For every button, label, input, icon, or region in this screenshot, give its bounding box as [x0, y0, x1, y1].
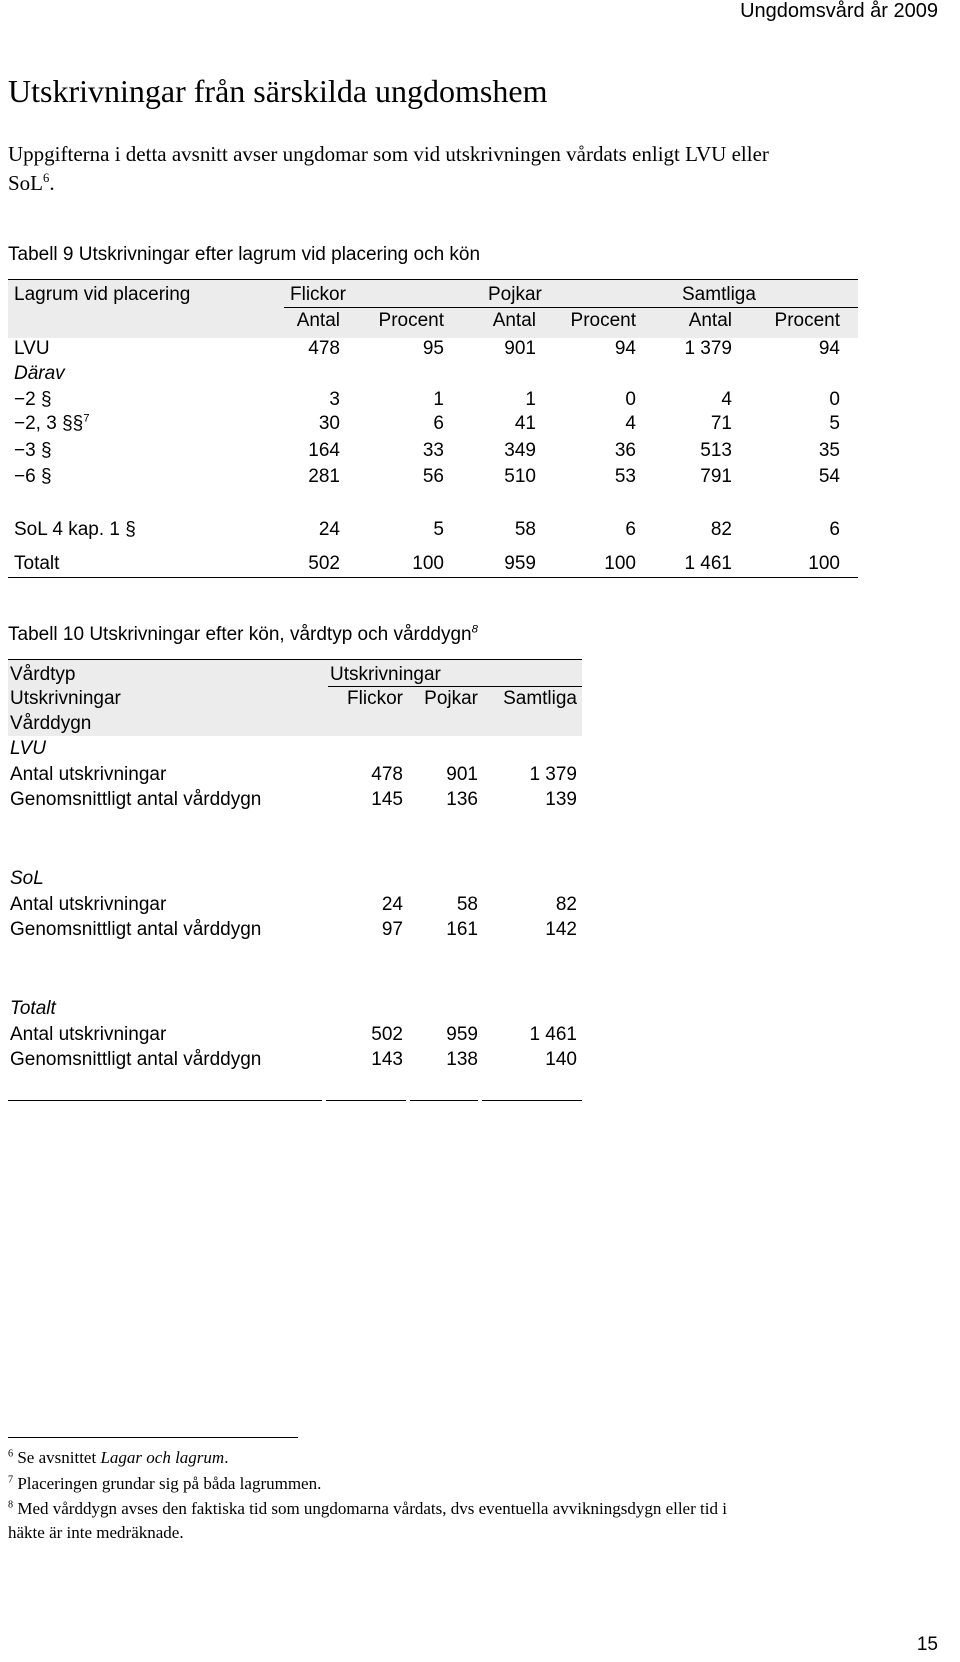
- section-title: Utskrivningar från särskilda ungdomshem: [8, 73, 548, 109]
- table10-cell: 143: [371, 1049, 403, 1070]
- table10-cell: 959: [446, 1024, 478, 1045]
- table9-group-samtliga: Samtliga: [682, 284, 756, 305]
- table9-row-label: LVU: [14, 338, 50, 359]
- table9-row-label: Totalt: [14, 553, 60, 574]
- table9-cell: 164: [308, 440, 340, 461]
- table10-head-flickor: Flickor: [347, 688, 403, 709]
- table9-subhead: Procent: [774, 310, 840, 331]
- table9-bottom-rule: [8, 577, 858, 578]
- table9-subhead: Antal: [492, 310, 536, 331]
- table10-cell: 161: [446, 919, 478, 940]
- table9-head-label: Lagrum vid placering: [14, 284, 191, 305]
- table9-cell: 53: [614, 466, 636, 487]
- table10-cell: 136: [446, 789, 478, 810]
- table10-row-label: Genomsnittligt antal vårddygn: [10, 789, 262, 810]
- table9-group-rule: [284, 307, 858, 308]
- table10-head-varddygn: Vårddygn: [10, 713, 92, 734]
- table9-cell: 6: [829, 519, 840, 540]
- table10-caption: Tabell 10 Utskrivningar efter kön, vårdtyp och vårddygn$^8$: [8, 623, 478, 645]
- table10-cell: 58: [456, 894, 478, 915]
- table10-cell: 142: [545, 919, 577, 940]
- table9-cell: 100: [412, 553, 444, 574]
- table9-cell: 4: [721, 389, 732, 410]
- table9-row-label: −6 §: [14, 466, 52, 487]
- footnote-8-continued: häkte är inte medräknade.: [8, 1523, 184, 1542]
- table10-top-rule: [8, 659, 582, 660]
- table9-cell: 30: [318, 413, 340, 434]
- table9-cell: 36: [614, 440, 636, 461]
- table9-top-rule: [8, 279, 858, 280]
- table9-cell: 4: [625, 413, 636, 434]
- table9-cell: 82: [710, 519, 732, 540]
- table10-block-title: Totalt: [10, 998, 56, 1019]
- table9-cell: 71: [710, 413, 732, 434]
- table10-head-samtliga: Samtliga: [503, 688, 577, 709]
- table9-cell: 94: [818, 338, 840, 359]
- table9-row-label: −2 §: [14, 389, 52, 410]
- table9-cell: 5: [433, 519, 444, 540]
- table9-cell: 0: [625, 389, 636, 410]
- table9-cell: 1 461: [684, 553, 732, 574]
- table9-cell: 6: [433, 413, 444, 434]
- intro-line-2: SoL$^6$.: [8, 171, 55, 195]
- table9-cell: 41: [514, 413, 536, 434]
- table9-row-label: Därav: [14, 363, 65, 384]
- table10-cell: 139: [545, 789, 577, 810]
- table9-cell: 281: [308, 466, 340, 487]
- table10-cell: 24: [381, 894, 403, 915]
- table9-cell: 510: [504, 466, 536, 487]
- table9-caption: Tabell 9 Utskrivningar efter lagrum vid placering och kön: [8, 244, 481, 265]
- table9-cell: 959: [504, 553, 536, 574]
- table9-cell: 100: [604, 553, 636, 574]
- table9-row-label: −3 §: [14, 440, 52, 461]
- table10-cell: 82: [555, 894, 577, 915]
- table10-head-pojkar: Pojkar: [424, 688, 478, 709]
- table9-subhead: Antal: [688, 310, 732, 331]
- table9-cell: 901: [504, 338, 536, 359]
- table9-cell: 3: [329, 389, 340, 410]
- table10-bottom-rule-4: [482, 1100, 582, 1101]
- table10-cell: 478: [371, 764, 403, 785]
- table9-cell: 100: [808, 553, 840, 574]
- table9-cell: 58: [514, 519, 536, 540]
- table9-row-label: SoL 4 kap. 1 §: [14, 519, 136, 540]
- table10-cell: 145: [371, 789, 403, 810]
- table10-row-label: Genomsnittligt antal vårddygn: [10, 919, 262, 940]
- table9-cell: 33: [422, 440, 444, 461]
- running-header: Ungdomsvård år 2009: [740, 0, 938, 22]
- table10-bottom-rule-1: [8, 1100, 322, 1101]
- table10-cell: 1 461: [529, 1024, 577, 1045]
- table9-cell: 94: [614, 338, 636, 359]
- footnote-6: $^6$ Se avsnittet Lagar och lagrum.: [8, 1448, 229, 1467]
- footnote-8: $^8$ Med vårddygn avses den faktiska tid som ungdomarna vårdats, dvs eventuella avvikningsdygn eller tid i: [8, 1499, 727, 1518]
- table10-block-title: SoL: [10, 868, 44, 889]
- table9-row-label: −2, 3 §§$^7$: [14, 412, 90, 434]
- table9-cell: 24: [318, 519, 340, 540]
- table10-row-label: Antal utskrivningar: [10, 894, 167, 915]
- table10-bottom-rule-2: [326, 1100, 406, 1101]
- table9-subhead: Antal: [296, 310, 340, 331]
- table10-row-label: Antal utskrivningar: [10, 764, 167, 785]
- table10-row-label: Antal utskrivningar: [10, 1024, 167, 1045]
- table10-bottom-rule-3: [410, 1100, 478, 1101]
- table10-group-rule: [328, 686, 582, 687]
- table9-cell: 95: [422, 338, 444, 359]
- table10-head-vardtyp: Vårdtyp: [10, 664, 76, 685]
- table9-group-flickor: Flickor: [290, 284, 346, 305]
- table9-cell: 791: [700, 466, 732, 487]
- intro-paragraph: [8, 140, 948, 198]
- table9-group-pojkar: Pojkar: [488, 284, 542, 305]
- table9-subhead: Procent: [570, 310, 636, 331]
- table9-cell: 35: [818, 440, 840, 461]
- footnote-7: $^7$ Placeringen grundar sig på båda lagrummen.: [8, 1474, 322, 1493]
- table9-cell: 1 379: [684, 338, 732, 359]
- table9-cell: 1: [433, 389, 444, 410]
- table9-cell: 1: [525, 389, 536, 410]
- table9-cell: 5: [829, 413, 840, 434]
- table9-cell: 513: [700, 440, 732, 461]
- table10-head-utskrivningar: Utskrivningar: [10, 688, 121, 709]
- intro-line-1: Uppgifterna i detta avsnitt avser ungdomar som vid utskrivningen vårdats enligt LVU eller: [8, 142, 769, 166]
- table10-cell: 97: [381, 919, 403, 940]
- table10-cell: 140: [545, 1049, 577, 1070]
- table10-row-label: Genomsnittligt antal vårddygn: [10, 1049, 262, 1070]
- table9-cell: 478: [308, 338, 340, 359]
- table10-head-group: Utskrivningar: [330, 664, 441, 685]
- page-number: 15: [916, 1634, 938, 1655]
- table10-cell: 138: [446, 1049, 478, 1070]
- table10-cell: 502: [371, 1024, 403, 1045]
- table9-subhead: Procent: [378, 310, 444, 331]
- table9-cell: 6: [625, 519, 636, 540]
- table10-cell: 1 379: [529, 764, 577, 785]
- table10-block-title: LVU: [10, 738, 46, 759]
- footnote-separator: [8, 1437, 298, 1438]
- table9-cell: 56: [422, 466, 444, 487]
- table9-cell: 54: [818, 466, 840, 487]
- table9-cell: 0: [829, 389, 840, 410]
- table10-cell: 901: [446, 764, 478, 785]
- table9-cell: 349: [504, 440, 536, 461]
- table9-cell: 502: [308, 553, 340, 574]
